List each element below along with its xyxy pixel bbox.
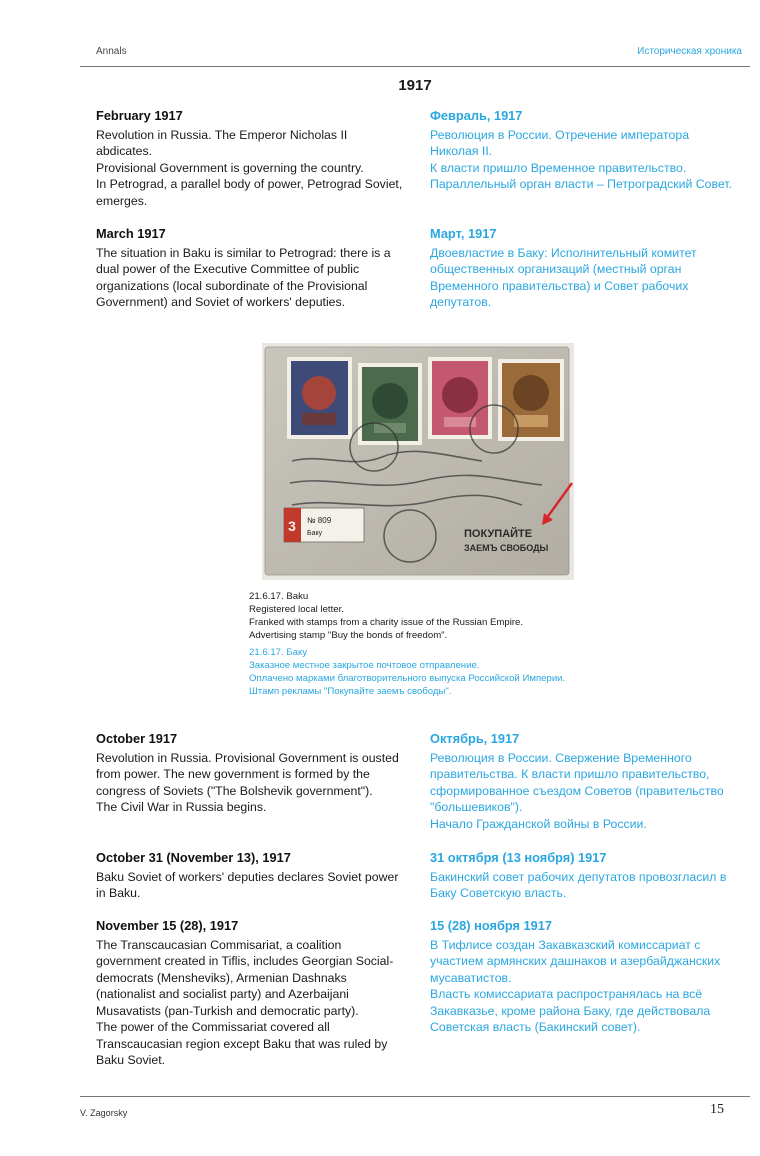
- caption-ru-line: Заказное местное закрытое почтовое отправление.: [249, 660, 480, 671]
- section-title: 15 (28) ноября 1917: [430, 918, 552, 933]
- section-paragraph: The Civil War in Russia begins.: [96, 800, 267, 814]
- section-title: October 31 (November 13), 1917: [96, 850, 291, 865]
- caption-ru-line: 21.6.17. Баку: [249, 647, 308, 658]
- section-paragraph: Начало Гражданской войны в России.: [430, 816, 647, 831]
- header-rule: [80, 66, 750, 67]
- section-paragraph: The power of the Commissariat covered all Transcaucasian region except Baku that was ruled by Baku Soviet.: [96, 1020, 388, 1067]
- envelope-photo: [262, 343, 574, 580]
- section-paragraph: Параллельный орган власти – Петроградский Совет.: [430, 177, 732, 191]
- svg-text:ЗАЕМЪ СВОБОДЫ: ЗАЕМЪ СВОБОДЫ: [464, 543, 549, 553]
- photo-caption: [249, 590, 649, 698]
- section-title: February 1917: [96, 108, 183, 123]
- svg-text:ПОКУПАЙТЕ: ПОКУПАЙТЕ: [464, 528, 533, 540]
- section-paragraph: The situation in Baku is similar to Petrograd: there is a dual power of the Executive Committee of public organizations (local subordinate of the Provisional Government) and Soviet of workers' deputies.: [96, 245, 391, 309]
- caption-ru-line: Оплачено марками благотворительного выпуска Российской Империи.: [249, 673, 566, 684]
- footer-author: V. Zagorsky: [80, 1108, 128, 1118]
- section-paragraph: Provisional Government is governing the country.: [96, 160, 364, 175]
- caption-en-line: Registered local letter.: [249, 604, 344, 615]
- section-ru-0: [430, 108, 740, 193]
- section-ru-1: [430, 226, 740, 311]
- year-heading: 1917: [398, 77, 432, 94]
- section-title: Февраль, 1917: [430, 108, 523, 123]
- section-title: October 1917: [96, 731, 178, 746]
- caption-en-line: Franked with stamps from a charity issue of the Russian Empire.: [249, 617, 524, 628]
- caption-en-line: Advertising stamp "Buy the bonds of freedom".: [249, 630, 448, 641]
- section-paragraph: Baku Soviet of workers' deputies declares Soviet power in Baku.: [96, 869, 399, 900]
- section-paragraph: Революция в России. Свержение Временного правительства. К власти пришло правительство, сформированное съездом Советов (правительство "большевиков").: [430, 750, 724, 814]
- section-paragraph: В Тифлисе создан Закавказский комиссариат с участием армянских дашнаков и азербайджанских мусаватистов.: [430, 937, 721, 985]
- stamp-1: [287, 357, 352, 439]
- section-paragraph: Двоевластие в Баку: Исполнительный комитет общественных организаций (местный орган Временного правительства) и Совет рабочих депутатов.: [430, 245, 697, 309]
- section-title: Октябрь, 1917: [430, 731, 520, 746]
- section-title: Март, 1917: [430, 226, 497, 241]
- svg-text:3: 3: [288, 518, 296, 534]
- section-paragraph: Власть комиссариата распространялась на всё Закавказье, кроме района Баку, где действовала Советская власть (Бакинский совет).: [430, 987, 711, 1034]
- section-title: March 1917: [96, 226, 166, 241]
- section-paragraph: Revolution in Russia. Provisional Government is ousted from power. The new government is formed by the congress of Soviets ("The Bolshevik government").: [96, 750, 399, 798]
- section-ru-3: [430, 850, 740, 902]
- section-en-1: [96, 226, 406, 311]
- section-ru-2: [430, 731, 740, 832]
- section-title: November 15 (28), 1917: [96, 918, 239, 933]
- header-left: Annals: [96, 46, 127, 57]
- section-ru-4: [430, 918, 740, 1036]
- section-paragraph: К власти пришло Временное правительство.: [430, 160, 687, 175]
- caption-ru-line: Штамп рекламы "Покупайте заемъ свободы".: [249, 686, 452, 697]
- section-paragraph: The Transcaucasian Commisariat, a coalition government created in Tiflis, includes Georgian Social-democrats (Mensheviks), Armenian Dashnaks (nationalist and socialist party) and Azerbaijani Musavatists (pan-Turkish and democratic party).: [96, 937, 394, 1018]
- section-paragraph: Бакинский совет рабочих депутатов провозгласил в Баку Советскую власть.: [430, 869, 727, 900]
- caption-en-line: 21.6.17. Baku: [249, 591, 309, 602]
- section-en-4: [96, 918, 406, 1069]
- section-paragraph: Революция в России. Отречение императора Николая II.: [430, 127, 690, 158]
- svg-text:Баку: Баку: [307, 530, 323, 537]
- footer-rule: [80, 1096, 750, 1097]
- registration-label: [284, 508, 364, 542]
- header-right: Историческая хроника: [637, 46, 742, 57]
- stamp-2: [358, 363, 422, 445]
- section-title: 31 октября (13 ноября) 1917: [430, 850, 607, 865]
- page-number: 15: [710, 1102, 724, 1117]
- section-en-3: [96, 850, 406, 902]
- svg-text:№ 809: № 809: [307, 516, 332, 525]
- section-paragraph: Revolution in Russia. The Emperor Nicholas II abdicates.: [96, 127, 348, 158]
- section-paragraph: In Petrograd, a parallel body of power, Petrograd Soviet, emerges.: [96, 177, 403, 208]
- section-en-2: [96, 731, 406, 816]
- stamp-3: [428, 357, 492, 439]
- stamp-4: [498, 359, 564, 441]
- section-en-0: [96, 108, 406, 209]
